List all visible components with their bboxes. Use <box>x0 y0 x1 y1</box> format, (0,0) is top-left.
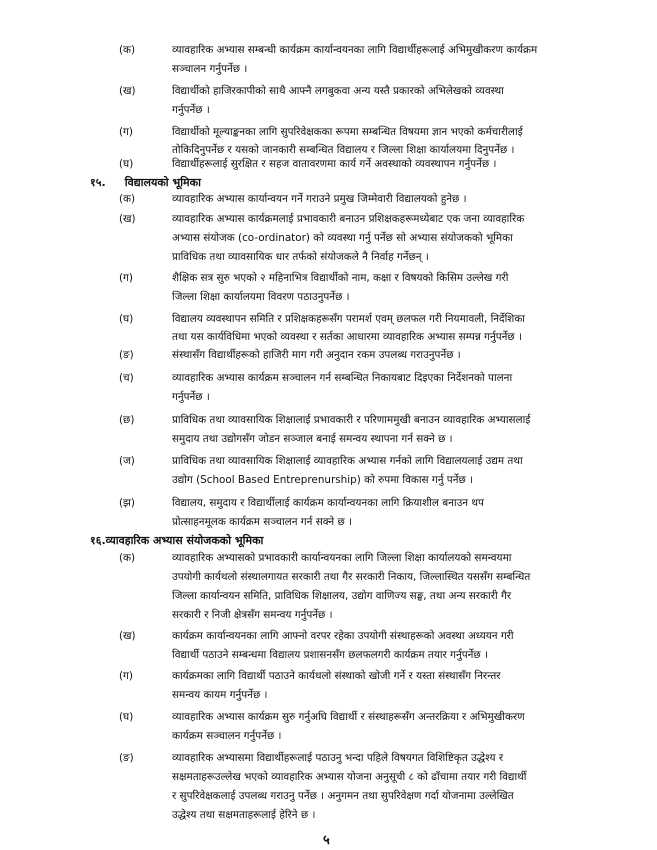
item-line: व्यावहारिक अभ्यास कार्यान्वयन गर्ने गराउने प्रमुख जिम्मेवारी विद्यालयको हुनेछ । <box>172 193 467 205</box>
item-line: समन्वय कायम गर्नुपर्नेछ । <box>172 689 268 701</box>
page-number: ५ <box>323 833 330 848</box>
item-line: जिल्ला शिक्षा कार्यालयमा विवरण पठाउनुपर्नेछ । <box>172 291 350 303</box>
item-marker: (ग) <box>119 126 133 138</box>
item-marker: (ख) <box>119 85 136 97</box>
item-line: र सुपरिवेक्षकलाई उपलब्ध गराउनु पर्नेछ । अनुगमन तथा सुपरिवेक्षण गर्दा योजनामा उल्लेखित <box>172 790 514 802</box>
section-heading: १५. विद्यालयको भूमिका <box>90 176 201 189</box>
item-line: समुदाय तथा उद्योगसँग जोडन सञ्जाल बनाई समन्वय स्थापना गर्न सक्ने छ । <box>172 433 453 445</box>
item-line: प्राविधिक तथा व्यावसायिक शिक्षालाई प्रभावकारी र परिणाममुखी बनाउन व्यावहारिक अभ्यासलाई <box>172 414 531 426</box>
item-line: तोकिदिनुपर्नेछ र यसको जानकारी सम्बन्धित विद्यालय र जिल्ला शिक्षा कार्यालयमा दिनुपर्नेछ । <box>172 144 515 156</box>
item-marker: (ङ) <box>119 752 134 764</box>
item-line: सक्षमताहरूउल्लेख भएको व्यावहारिक अभ्यास योजना अनुसूची ८ को ढाँचामा तयार गरी विद्यार्थी <box>172 771 527 783</box>
item-line: उद्योग (School Based Entreprenurship) को रुपमा विकास गर्नु पर्नेछ । <box>172 474 473 486</box>
item-marker: (क) <box>119 552 136 564</box>
item-marker: (छ) <box>119 414 135 426</box>
item-line: संस्थासँग विद्यार्थीहरूको हाजिरी माग गरी अनुदान रकम उपलब्ध गराउनुपर्नेछ । <box>172 349 461 361</box>
item-line: प्राविधिक तथा व्यावसायिक धार तर्फको संयोजकले नै निर्वाह गर्नेछन् । <box>172 251 429 263</box>
item-line: सञ्चालन गर्नुपर्नेछ । <box>172 63 248 75</box>
item-line: व्यावहारिक अभ्यासको प्रभावकारी कार्यान्वयनका लागि जिल्ला शिक्षा कार्यालयको समन्वयमा <box>172 552 512 564</box>
item-marker: (घ) <box>119 313 134 325</box>
item-line: गर्नुपर्नेछ । <box>172 391 210 403</box>
item-line: शैक्षिक सत्र सुरु भएको २ महिनाभित्र विद्यार्थीको नाम, कक्षा र विषयको किसिम उल्लेख गरी <box>172 272 509 284</box>
item-marker: (झ) <box>119 497 135 509</box>
item-line: विद्यार्थी पठाउने सम्बन्धमा विद्यालय प्रशासनसँग छलफलगरी कार्यक्रम तयार गर्नुपर्नेछ । <box>172 649 488 661</box>
item-marker: (ङ) <box>119 349 134 361</box>
item-marker: (ख) <box>119 630 136 642</box>
item-line: विद्यार्थीहरूलाई सुरक्षित र सहज वातावरणमा कार्य गर्ने अवस्थाको व्यवस्थापन गर्नुपर्नेछ । <box>172 158 497 170</box>
item-line: तथा यस कार्यविधिमा भएको व्यवस्था र सर्तका आधारमा व्यावहारिक अभ्यास सम्पन्न गर्नुपर्नेछ । <box>172 331 522 343</box>
item-marker: (ख) <box>119 213 136 225</box>
item-line: गर्नुपर्नेछ । <box>172 104 210 116</box>
item-line: जिल्ला कार्यान्वयन समिति, प्राविधिक शिक्षालय, उद्योग वाणिज्य सङ्घ, तथा अन्य सरकारी गैर <box>172 590 512 602</box>
item-marker: (ग) <box>119 670 133 682</box>
item-line: व्यावहारिक अभ्यासमा विद्यार्थीहरूलाई पठाउनु भन्दा पहिले विषयगत विशिष्टिकृत उद्धेश्य र <box>172 752 504 764</box>
item-line: विद्यालय व्यवस्थापन समिति र प्रशिक्षकहरूसँग परामर्श एवम् छलफल गरी नियमावली, निर्देशिका <box>172 313 525 325</box>
item-line: अभ्यास संयोजक (co-ordinator) को व्यवस्था गर्नु पर्नेछ सो अभ्यास संयोजकको भूमिका <box>172 232 513 244</box>
item-line: व्यावहारिक अभ्यास कार्यक्रम सुरु गर्नुअघि विद्यार्थी र संस्थाहरूसँग अन्तरक्रिया र अभिमुखीकरण <box>172 711 525 723</box>
item-line: विद्यालय, समुदाय र विद्यार्थीलाई कार्यक्रम कार्यान्वयनका लागि क्रियाशील बनाउन थप <box>172 497 484 509</box>
item-line: सरकारी र निजी क्षेत्रसँग समन्वय गर्नुपर्नेछ । <box>172 609 333 621</box>
item-line: प्राविधिक तथा व्यावसायिक शिक्षालाई व्यावहारिक अभ्यास गर्नको लागि विद्यालयलाई उद्यम तथा <box>172 455 523 467</box>
item-line: व्यावहारिक अभ्यास कार्यक्रम सञ्चालन गर्न सम्बन्धित निकायबाट दिइएका निर्देशनको पालना <box>172 372 513 384</box>
item-line: उपयोगी कार्यथलो संस्थालगायत सरकारी तथा गैर सरकारी निकाय, जिल्लास्थित यससँग सम्बन्धित <box>172 571 531 583</box>
item-marker: (ज) <box>119 455 135 467</box>
item-line: उद्धेश्य तथा सक्षमताहरूलाई हेरिने छ । <box>172 809 316 821</box>
item-marker: (ग) <box>119 272 133 284</box>
item-line: प्रोत्साहनमूलक कार्यक्रम सञ्चालन गर्न सक्ने छ । <box>172 516 353 528</box>
item-line: कार्यक्रमका लागि विद्यार्थी पठाउने कार्यथलो संस्थाको खोजी गर्ने र यस्ता संस्थासँग निरन्तर <box>172 670 501 682</box>
section-heading: १६.व्यावहारिक अभ्यास संयोजकको भूमिका <box>90 534 264 547</box>
item-line: व्यावहारिक अभ्यास सम्बन्धी कार्यक्रम कार्यान्वयनका लागि विद्यार्थीहरूलाई अभिमुखीकरण कार्यक्रम <box>172 44 538 56</box>
item-marker: (क) <box>119 44 136 56</box>
item-marker: (क) <box>119 193 136 205</box>
item-line: विद्यार्थीको मूल्याङ्कनका लागि सुपरिवेक्षकका रूपमा सम्बन्धित विषयमा ज्ञान भएको कर्मचारीलाई <box>172 126 523 138</box>
item-marker: (च) <box>119 372 134 384</box>
item-marker: (घ) <box>119 711 134 723</box>
item-line: व्यावहारिक अभ्यास कार्यक्रमलाई प्रभावकारी बनाउन प्रशिक्षकहरूमध्येबाट एक जना व्यावहारिक <box>172 213 525 225</box>
item-line: विद्यार्थीको हाजिरकापीको साथै आफ्नै लगबुकवा अन्य यस्तै प्रकारको अभिलेखको व्यवस्था <box>172 85 504 97</box>
item-line: कार्यक्रम सञ्चालन गर्नुपर्नेछ । <box>172 730 282 742</box>
item-line: कार्यक्रम कार्यान्वयनका लागि आफ्नो वरपर रहेका उपयोगी संस्थाहरूको अवस्था अध्ययन गरी <box>172 630 514 642</box>
item-marker: (घ) <box>119 158 134 170</box>
